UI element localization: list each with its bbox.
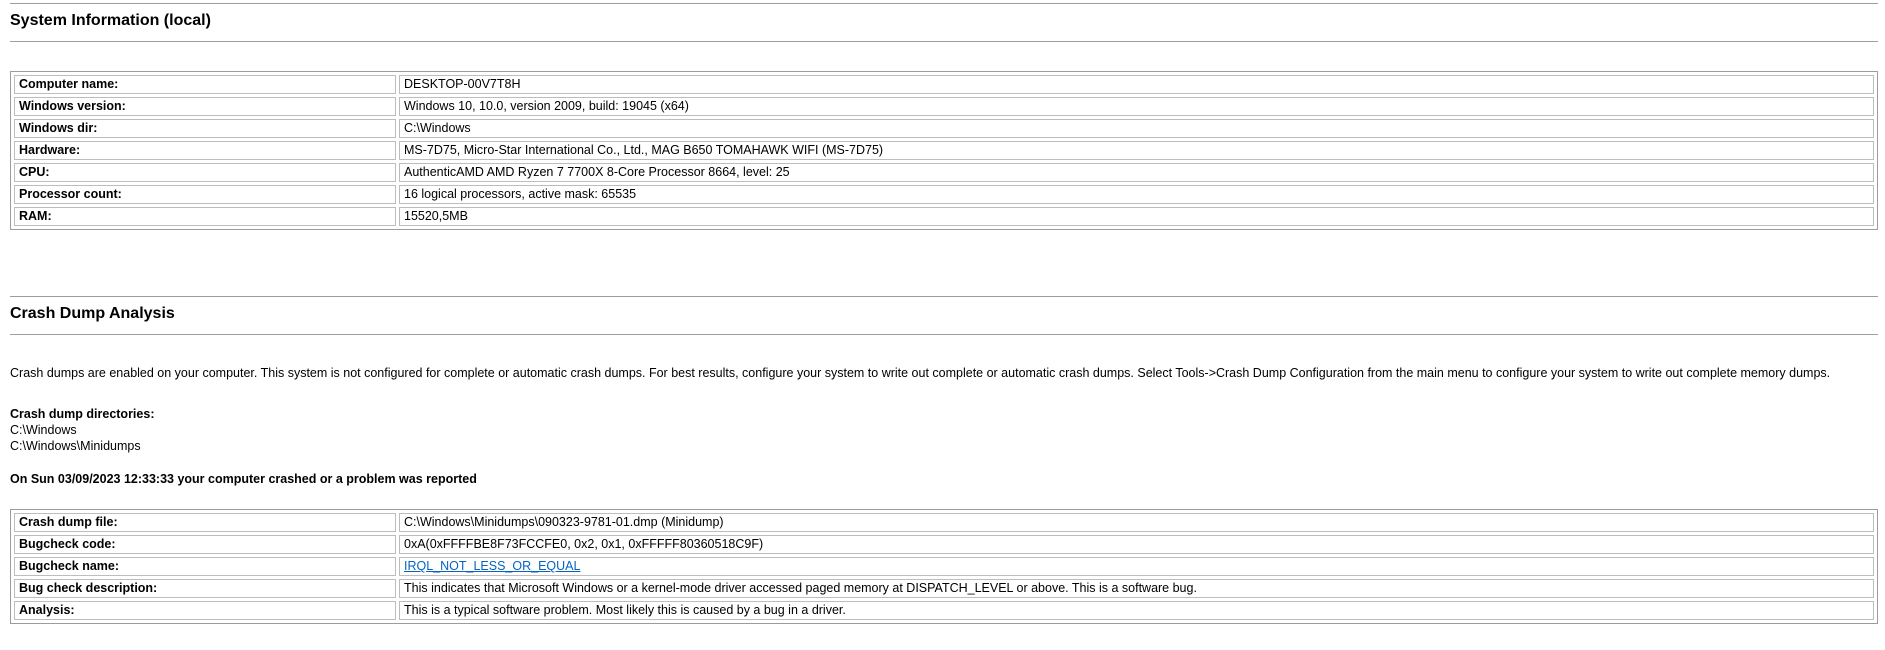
crash-event-heading: On Sun 03/09/2023 12:33:33 your computer crashed or a problem was reported <box>10 472 477 486</box>
row-label: Analysis: <box>14 601 396 620</box>
row-value: This indicates that Microsoft Windows or a kernel-mode driver accessed paged memory at DISPATCH_LEVEL or above. This is a software bug. <box>399 579 1874 598</box>
row-value <box>399 557 1874 576</box>
row-label: Bugcheck code: <box>14 535 396 554</box>
row-value: This is a typical software problem. Most likely this is caused by a bug in a driver. <box>399 601 1874 620</box>
section-divider <box>10 296 1878 297</box>
directory-path: C:\Windows <box>10 423 77 437</box>
table-row <box>14 601 1874 620</box>
section-divider <box>10 41 1878 42</box>
table-row <box>14 557 1874 576</box>
row-label: Bugcheck name: <box>14 557 396 576</box>
bugcheck-name-link[interactable]: IRQL_NOT_LESS_OR_EQUAL <box>404 559 581 573</box>
row-label: Computer name: <box>14 75 396 94</box>
directories-heading: Crash dump directories: <box>10 407 155 421</box>
row-value: C:\Windows <box>399 119 1874 138</box>
table-row <box>14 535 1874 554</box>
table-row <box>14 207 1874 226</box>
table-row <box>14 513 1874 532</box>
row-value: Windows 10, 10.0, version 2009, build: 19045 (x64) <box>399 97 1874 116</box>
row-label: Hardware: <box>14 141 396 160</box>
row-label: RAM: <box>14 207 396 226</box>
row-value: AuthenticAMD AMD Ryzen 7 7700X 8-Core Processor 8664, level: 25 <box>399 163 1874 182</box>
table-row <box>14 185 1874 204</box>
table-row <box>14 75 1874 94</box>
system-info-title: System Information (local) <box>10 12 211 29</box>
table-row <box>14 163 1874 182</box>
row-label: Windows version: <box>14 97 396 116</box>
row-value: MS-7D75, Micro-Star International Co., Ltd., MAG B650 TOMAHAWK WIFI (MS-7D75) <box>399 141 1874 160</box>
directory-path: C:\Windows\Minidumps <box>10 439 141 453</box>
crash-dump-directories <box>10 406 1878 454</box>
row-value: DESKTOP-00V7T8H <box>399 75 1874 94</box>
section-divider <box>10 334 1878 335</box>
crash-dump-intro-text: Crash dumps are enabled on your computer. This system is not configured for complete or automatic crash dumps. For best results, configure your system to write out complete or automatic crash dumps. Select Tools->Crash Dump Configuration from the main menu to configure your system to write out complete memory dumps. <box>10 366 1831 380</box>
row-value: 16 logical processors, active mask: 65535 <box>399 185 1874 204</box>
table-row <box>14 579 1874 598</box>
row-value: 0xA(0xFFFFBE8F73FCCFE0, 0x2, 0x1, 0xFFFFF80360518C9F) <box>399 535 1874 554</box>
row-label: Windows dir: <box>14 119 396 138</box>
table-row <box>14 97 1874 116</box>
row-label: Bug check description: <box>14 579 396 598</box>
row-label: CPU: <box>14 163 396 182</box>
row-label: Crash dump file: <box>14 513 396 532</box>
row-value: 15520,5MB <box>399 207 1874 226</box>
system-info-table <box>10 71 1878 230</box>
row-label: Processor count: <box>14 185 396 204</box>
table-row <box>14 119 1874 138</box>
crash-analysis-title: Crash Dump Analysis <box>10 305 175 322</box>
row-value: C:\Windows\Minidumps\090323-9781-01.dmp (Minidump) <box>399 513 1874 532</box>
crash-dump-table <box>10 509 1878 624</box>
section-divider <box>10 3 1878 4</box>
table-row <box>14 141 1874 160</box>
